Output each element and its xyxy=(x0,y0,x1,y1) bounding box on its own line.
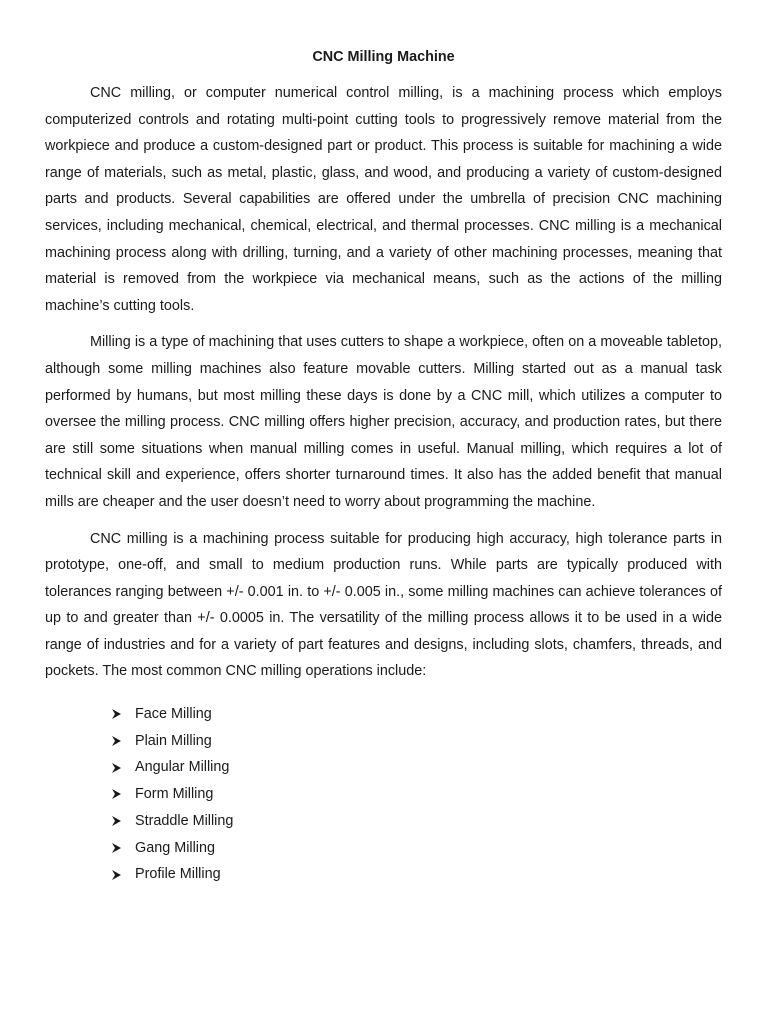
paragraph-2: Milling is a type of machining that uses cutters to shape a workpiece, often on a moveable tabletop, although some milling machines also feature movable cutters. Milling started out as a manual task performed by humans, but most milling these days is done by a CNC mill, which utilizes a computer to oversee the milling process. CNC milling offers higher precision, accuracy, and production rates, but there are still some situations when manual milling comes in useful. Manual milling, which requires a lot of technical skill and experience, offers shorter turnaround times. It also has the added benefit that manual mills are cheaper and the user doesn’t need to worry about programming the machine. xyxy=(45,334,722,510)
list-item-label: Gang Milling xyxy=(135,839,215,856)
arrowhead-bullet-icon xyxy=(112,870,135,880)
arrowhead-bullet-icon xyxy=(112,816,135,826)
list-item xyxy=(112,754,722,781)
list-item-label: Face Milling xyxy=(135,706,212,723)
list-item-label: Plain Milling xyxy=(135,732,212,749)
arrowhead-bullet-icon xyxy=(112,709,135,719)
document-page xyxy=(45,44,722,888)
paragraph-3: CNC milling is a machining process suitable for producing high accuracy, high tolerance parts in prototype, one-off, and small to medium production runs. While parts are typically produced with tolerances ranging between +/- 0.001 in. to +/- 0.005 in., some milling machines can achieve tolerances of up to and greater than +/- 0.0005 in. The versatility of the milling process allows it to be used in a wide range of industries and for a variety of part features and designs, including slots, chamfers, threads, and pockets. The most common CNC milling operations include: xyxy=(45,530,722,680)
list-item xyxy=(112,808,722,835)
list-item-label: Straddle Milling xyxy=(135,812,234,829)
list-item-label: Form Milling xyxy=(135,786,214,803)
list-item xyxy=(112,728,722,755)
paragraph-1: CNC milling, or computer numerical control milling, is a machining process which employs computerized controls and rotating multi-point cutting tools to progressively remove material from the workpiece and produce a custom-designed part or product. This process is suitable for machining a wide range of materials, such as metal, plastic, glass, and wood, and producing a variety of custom-designed parts and products. Several capabilities are offered under the umbrella of precision CNC machining services, including mechanical, chemical, electrical, and thermal processes. CNC milling is a mechanical machining process along with drilling, turning, and a variety of other machining processes, meaning that material is removed from the workpiece via mechanical means, such as the actions of the milling machine’s cutting tools. xyxy=(45,85,722,314)
list-item-label: Profile Milling xyxy=(135,866,221,883)
list-item xyxy=(112,701,722,728)
arrowhead-bullet-icon xyxy=(112,843,135,853)
list-item-label: Angular Milling xyxy=(135,759,230,776)
list-item xyxy=(112,781,722,808)
milling-operations-list xyxy=(45,701,722,888)
document-title: CNC Milling Machine xyxy=(312,49,455,65)
list-item xyxy=(112,861,722,888)
arrowhead-bullet-icon xyxy=(112,736,135,746)
arrowhead-bullet-icon xyxy=(112,789,135,799)
list-item xyxy=(112,835,722,862)
arrowhead-bullet-icon xyxy=(112,763,135,773)
